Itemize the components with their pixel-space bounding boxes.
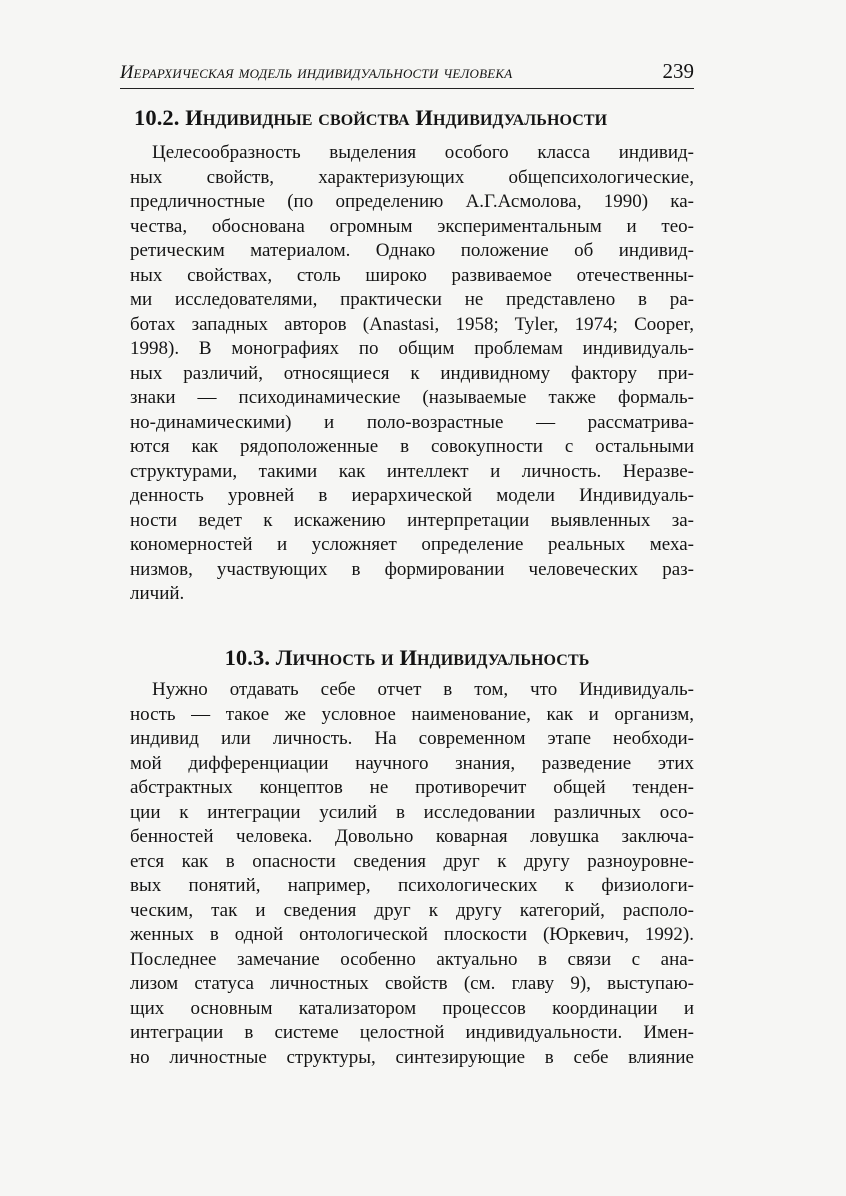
- text-line: ботах западных авторов (Anastasi, 1958; Tyler, 1974; Cooper,: [130, 313, 694, 335]
- text-line: абстрактных концептов не противоречит общей тенден-: [130, 777, 694, 798]
- text-line: женных в одной онтологической плоскости (Юркевич, 1992).: [130, 924, 694, 945]
- text-line: вых понятий, например, психологических к физиологи-: [130, 875, 694, 896]
- text-line: ности ведет к искажению интерпретации выявленных за-: [130, 509, 694, 531]
- text-line: низмов, участвующих в формировании человеческих раз-: [130, 558, 694, 580]
- text-line: ется как в опасности сведения друг к другу разноуровне-: [130, 850, 694, 872]
- text-line: денность уровней в иерархической модели Индивидуаль-: [130, 485, 694, 506]
- text-line: ции к интеграции усилий в исследовании различных осо-: [130, 801, 694, 823]
- running-title: Иерархическая модель индивидуальности человека: [120, 63, 513, 83]
- text-line: ми исследователями, практически не представлено в ра-: [130, 289, 694, 310]
- text-line: личий.: [130, 583, 185, 604]
- running-header: [120, 54, 694, 89]
- text-line: Последнее замечание особенно актуально в связи с ана-: [130, 948, 694, 970]
- text-line: ных свойствах, столь широко развиваемое отечественны-: [130, 264, 694, 286]
- text-line: мой дифференциации научного знания, разведение этих: [130, 752, 694, 774]
- text-line: ность — такое же условное наименование, как и организм,: [130, 703, 694, 725]
- text-line: ретическим материалом. Однако положение об индивид-: [130, 240, 694, 261]
- text-line: кономерностей и усложняет определение реальных меха-: [130, 534, 694, 555]
- text-line: Нужно отдавать себе отчет в том, что Индивидуаль-: [152, 679, 694, 700]
- text-line: ных свойств, характеризующих общепсихологические,: [130, 166, 694, 188]
- section-10-3-paragraph: [130, 678, 694, 1070]
- text-line: предличностные (по определению А.Г.Асмолова, 1990) ка-: [130, 191, 694, 212]
- text-line: но-динамическими) и поло-возрастные — рассматрива-: [130, 411, 694, 433]
- text-line: 1998). В монографиях по общим проблемам индивидуаль-: [130, 338, 694, 359]
- text-line: ются как рядоположенные в совокупности с остальными: [130, 436, 694, 457]
- text-line: индивид или личность. На современном этапе необходи-: [130, 728, 694, 749]
- text-line: знаки — психодинамические (называемые также формаль-: [130, 387, 694, 408]
- section-10-2-paragraph: [130, 141, 694, 607]
- section-heading-10-2: 10.2. Индивидные свойства Индивидуальности: [134, 105, 608, 130]
- text-line: Целесообразность выделения особого класса индивид-: [152, 142, 694, 163]
- text-line: бенностей человека. Довольно коварная ловушка заключа-: [130, 826, 694, 847]
- text-line: лизом статуса личностных свойств (см. главу 9), выступаю-: [130, 973, 694, 994]
- text-line: но личностные структуры, синтезирующие в себе влияние: [130, 1046, 694, 1068]
- text-line: ных различий, относящиеся к индивидному фактору при-: [130, 362, 694, 384]
- text-line: щих основным катализатором процессов координации и: [130, 997, 694, 1019]
- text-line: интеграции в системе целостной индивидуальности. Имен-: [130, 1022, 694, 1043]
- text-line: чества, обоснована огромным экспериментальным и тео-: [130, 215, 694, 237]
- text-line: ческим, так и сведения друг к другу категорий, располо-: [130, 899, 694, 921]
- page-number: 239: [662, 59, 694, 83]
- text-line: структурами, такими как интеллект и личность. Неразве-: [130, 460, 694, 482]
- section-heading-10-3: 10.3. Личность и Индивидуальность: [224, 645, 590, 670]
